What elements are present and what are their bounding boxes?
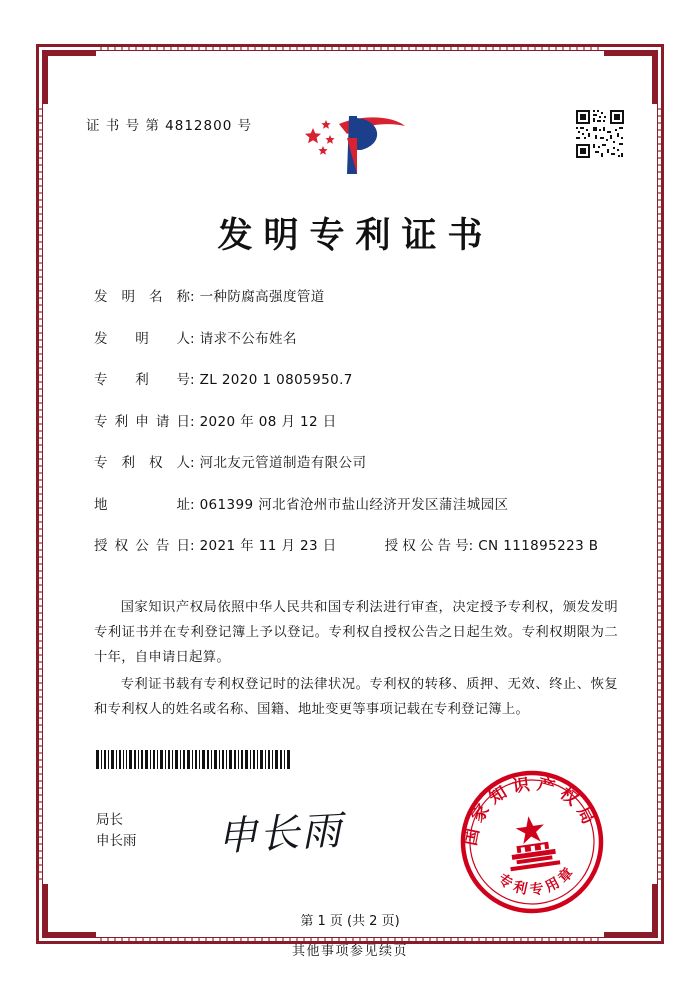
field-colon: : <box>190 496 195 513</box>
field-colon: : <box>190 289 195 305</box>
field-label: 专 利 权 人 <box>94 455 190 471</box>
field-patentee <box>94 451 614 471</box>
field-label: 专 利 申 请 日 <box>94 413 190 430</box>
field-colon: : <box>190 372 195 388</box>
border-pattern-right <box>658 108 661 880</box>
field-application-date <box>94 410 614 430</box>
field-value: 2021 年 11 月 23 日 <box>199 538 337 554</box>
certificate-fields <box>94 285 614 576</box>
barcode-icon <box>96 750 292 769</box>
paragraph-1: 国家知识产权局依照中华人民共和国专利法进行审查，决定授予专利权，颁发发明专利证书并在专利登记簿上予以登记。专利权自授权公告之日起生效。专利权期限为二十年，自申请日起算。 <box>94 600 618 665</box>
field-grant-announcement-number <box>385 534 599 554</box>
field-value: 请求不公布姓名 <box>199 330 297 347</box>
signature-title: 局长 <box>96 812 123 828</box>
field-label: 授 权 公 告 号 <box>384 538 469 554</box>
field-invention-name <box>94 285 614 305</box>
field-value: 2020 年 08 月 12 日 <box>199 413 337 430</box>
field-label: 发 明 人 <box>94 330 190 347</box>
footer-note: 其他事项参见续页 <box>291 944 408 959</box>
field-address <box>94 493 614 513</box>
cnipa-logo-icon <box>285 108 415 180</box>
field-colon: : <box>190 455 195 471</box>
certificate-content <box>42 50 658 938</box>
field-grant-announcement <box>94 534 614 554</box>
field-inventor <box>94 327 614 347</box>
field-value: CN 111895223 B <box>478 538 599 554</box>
handwritten-signature: 申长雨 <box>216 807 345 861</box>
field-label: 地 址 <box>94 496 190 513</box>
certificate-number: 证 书 号 第 4812800 号 <box>86 118 253 134</box>
qr-code-icon <box>574 108 626 160</box>
field-value: 061399 河北省沧州市盐山经济开发区蒲洼城园区 <box>199 496 509 513</box>
field-colon: : <box>190 413 195 430</box>
official-red-seal-icon <box>458 768 606 916</box>
field-value: 河北友元管道制造有限公司 <box>199 455 367 471</box>
signature-name: 申长雨 <box>96 833 137 849</box>
field-colon: : <box>468 538 474 554</box>
field-label: 专 利 号 <box>94 372 190 388</box>
page-title: 发明专利证书 <box>217 215 494 256</box>
page-number: 第 1 页 (共 2 页) <box>300 914 400 929</box>
field-value: ZL 2020 1 0805950.7 <box>199 372 353 388</box>
legal-text-block <box>94 595 618 724</box>
signature-block <box>96 810 137 852</box>
paragraph-2: 专利证书载有专利权登记时的法律状况。专利权的转移、质押、无效、终止、恢复和专利权人的姓名或名称、国籍、地址变更等事项记载在专利登记簿上。 <box>94 677 618 717</box>
svg-text:专利专用章: 专利专用章 <box>494 862 580 899</box>
field-value: 一种防腐高强度管道 <box>199 289 325 305</box>
field-colon: : <box>190 538 195 554</box>
svg-text:国家知识产权局: 国家知识产权局 <box>460 774 601 848</box>
field-label: 授 权 公 告 日 <box>94 538 190 554</box>
field-colon: : <box>190 330 195 347</box>
field-label: 发 明 名 称 <box>94 289 190 305</box>
field-patent-number <box>94 368 614 388</box>
